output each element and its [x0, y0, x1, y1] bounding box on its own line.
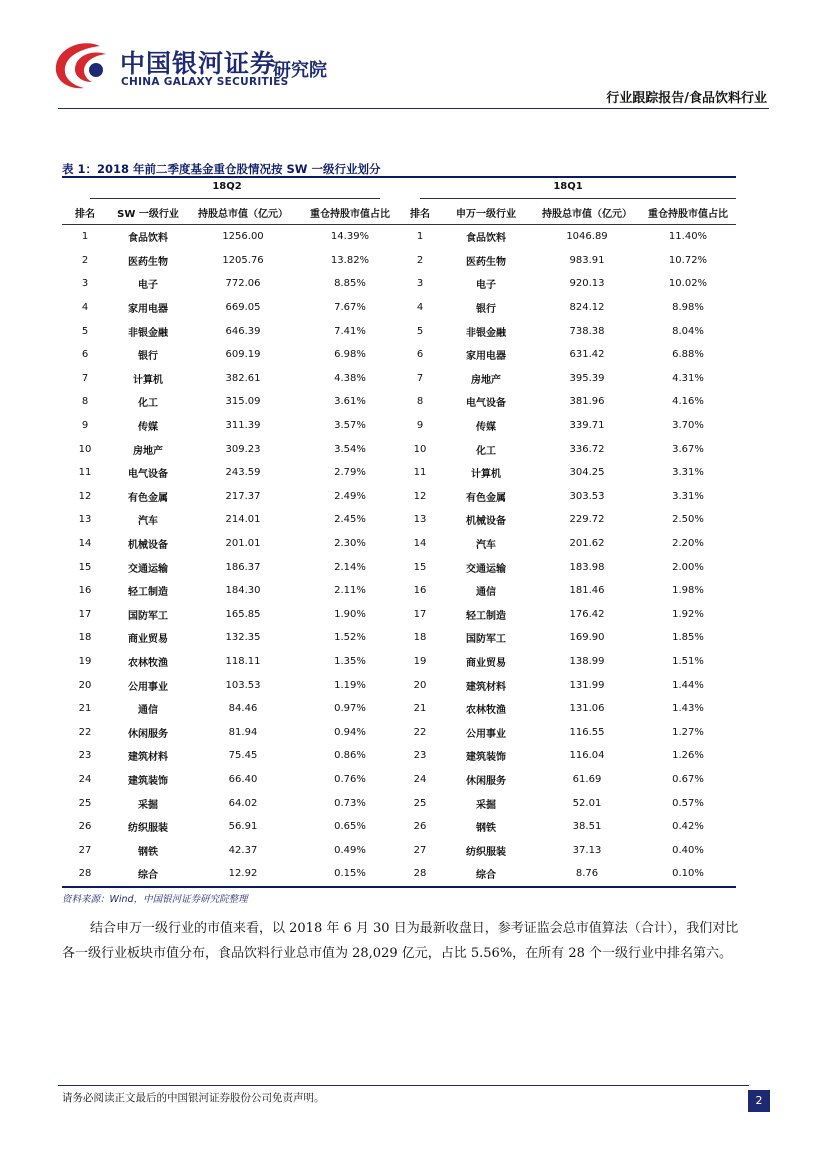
table-row	[62, 603, 736, 627]
cell-market-value-q1: 52.01	[572, 797, 602, 809]
cell-industry-q2: 医药生物	[128, 256, 168, 268]
cell-market-value-q1: 169.90	[569, 632, 605, 644]
table-row	[62, 650, 736, 674]
cell-share-q1: 0.10%	[672, 868, 704, 880]
cell-rank-q2: 11	[78, 467, 92, 479]
cell-share-q2: 0.94%	[334, 726, 366, 738]
cell-rank-q1: 28	[413, 868, 427, 880]
cell-industry-q2: 传媒	[138, 422, 158, 434]
cell-share-q2: 1.52%	[334, 632, 366, 644]
cell-industry-q2: 采掘	[138, 799, 158, 811]
cell-rank-q2: 3	[81, 278, 89, 290]
table-row	[62, 508, 736, 532]
cell-rank-q2: 24	[78, 773, 92, 785]
table-row	[62, 815, 736, 839]
cell-industry-q1: 计算机	[471, 469, 501, 481]
cell-rank-q2: 25	[78, 797, 92, 809]
cell-market-value-q1: 8.76	[575, 868, 599, 880]
cell-industry-q1: 公用事业	[466, 728, 506, 740]
cell-industry-q1: 交通运输	[466, 563, 506, 575]
cell-rank-q2: 1	[81, 231, 89, 243]
cell-rank-q1: 5	[416, 325, 424, 337]
cell-market-value-q1: 229.72	[569, 514, 605, 526]
cell-share-q1: 11.40%	[668, 231, 708, 243]
cell-share-q2: 3.61%	[334, 396, 366, 408]
cell-market-value-q2: 103.53	[225, 679, 261, 691]
report-type-header: 行业跟踪报告/食品饮料行业	[606, 91, 767, 106]
cell-market-value-q1: 176.42	[569, 608, 605, 620]
table-row	[62, 744, 736, 768]
cell-share-q2: 2.11%	[334, 585, 366, 597]
table-row	[62, 485, 736, 509]
cell-market-value-q1: 61.69	[572, 773, 602, 785]
cell-rank-q1: 20	[413, 679, 427, 691]
cell-industry-q1: 银行	[476, 304, 496, 316]
cell-industry-q1: 传媒	[476, 422, 496, 434]
table-row	[62, 343, 736, 367]
table-row	[62, 437, 736, 461]
cell-industry-q1: 机械设备	[466, 516, 506, 528]
cell-share-q2: 14.39%	[330, 231, 370, 243]
cell-industry-q1: 轻工制造	[466, 610, 506, 622]
cell-rank-q1: 17	[413, 608, 427, 620]
cell-market-value-q2: 309.23	[225, 443, 261, 455]
cell-rank-q1: 23	[413, 750, 427, 762]
cell-rank-q2: 13	[78, 514, 92, 526]
cell-share-q1: 2.20%	[672, 538, 704, 550]
footer-divider	[58, 1085, 749, 1086]
cell-share-q2: 1.90%	[334, 608, 366, 620]
cell-rank-q1: 2	[416, 254, 424, 266]
cell-market-value-q2: 669.05	[225, 302, 261, 314]
cell-market-value-q1: 339.71	[569, 420, 605, 432]
cell-share-q2: 6.98%	[334, 349, 366, 361]
cell-share-q1: 0.57%	[672, 797, 704, 809]
cell-market-value-q1: 336.72	[569, 443, 605, 455]
cell-share-q1: 8.98%	[672, 302, 704, 314]
cell-market-value-q2: 217.37	[225, 490, 261, 502]
cell-rank-q2: 5	[81, 325, 89, 337]
table-title: 表 1：2018 年前二季度基金重仓股情况按 SW 一级行业划分	[62, 162, 381, 176]
cell-industry-q2: 化工	[138, 398, 158, 410]
table-header-row	[62, 200, 736, 225]
cell-share-q1: 3.67%	[672, 443, 704, 455]
cell-share-q2: 7.67%	[334, 302, 366, 314]
cell-industry-q2: 休闲服务	[128, 728, 168, 740]
cell-market-value-q1: 116.04	[569, 750, 605, 762]
cell-share-q2: 0.97%	[334, 703, 366, 715]
cell-share-q2: 1.35%	[334, 655, 366, 667]
cell-industry-q2: 综合	[138, 870, 158, 882]
cell-rank-q2: 8	[81, 396, 89, 408]
cell-industry-q2: 电子	[138, 280, 158, 292]
cell-market-value-q2: 66.40	[228, 773, 258, 785]
table-row	[62, 626, 736, 650]
cell-market-value-q2: 186.37	[225, 561, 261, 573]
cell-share-q2: 0.86%	[334, 750, 366, 762]
cell-rank-q2: 21	[78, 703, 92, 715]
cell-share-q2: 13.82%	[330, 254, 370, 266]
cell-share-q1: 6.88%	[672, 349, 704, 361]
cell-rank-q2: 14	[78, 538, 92, 550]
cell-rank-q2: 12	[78, 490, 92, 502]
table-row	[62, 720, 736, 744]
cell-market-value-q2: 646.39	[225, 325, 261, 337]
cell-industry-q2: 银行	[138, 351, 158, 363]
cell-rank-q2: 26	[78, 821, 92, 833]
industry-holdings-table	[62, 200, 736, 886]
table-row	[62, 272, 736, 296]
cell-industry-q2: 计算机	[133, 374, 163, 386]
cell-industry-q1: 食品饮料	[466, 233, 506, 245]
cell-share-q2: 3.54%	[334, 443, 366, 455]
cell-industry-q1: 建筑装饰	[466, 752, 506, 764]
table-row	[62, 838, 736, 862]
cell-market-value-q1: 395.39	[569, 372, 605, 384]
cell-industry-q1: 纺织服装	[466, 846, 506, 858]
cell-rank-q2: 22	[78, 726, 92, 738]
cell-share-q1: 10.72%	[668, 254, 708, 266]
cell-share-q1: 2.50%	[672, 514, 704, 526]
col-rank-q1: 排名	[410, 208, 430, 220]
cell-share-q2: 0.49%	[334, 844, 366, 856]
cell-share-q2: 0.15%	[334, 868, 366, 880]
cell-market-value-q1: 38.51	[572, 821, 602, 833]
group-header-18q2: 18Q2	[212, 181, 242, 192]
cell-share-q2: 2.14%	[334, 561, 366, 573]
cell-share-q2: 0.65%	[334, 821, 366, 833]
cell-share-q2: 2.45%	[334, 514, 366, 526]
cell-rank-q2: 23	[78, 750, 92, 762]
cell-share-q2: 7.41%	[334, 325, 366, 337]
cell-market-value-q2: 201.01	[225, 538, 261, 550]
cell-industry-q2: 非银金融	[128, 327, 168, 339]
cell-industry-q2: 轻工制造	[128, 587, 168, 599]
cell-market-value-q2: 81.94	[228, 726, 258, 738]
cell-market-value-q2: 42.37	[228, 844, 258, 856]
cell-industry-q2: 机械设备	[128, 540, 168, 552]
cell-share-q2: 2.79%	[334, 467, 366, 479]
cell-industry-q2: 建筑材料	[128, 752, 168, 764]
cell-rank-q2: 10	[78, 443, 92, 455]
col-market-value-q1: 持股总市值（亿元）	[542, 208, 632, 220]
cell-share-q2: 1.19%	[334, 679, 366, 691]
table-row	[62, 296, 736, 320]
cell-rank-q1: 27	[413, 844, 427, 856]
cell-industry-q1: 农林牧渔	[466, 705, 506, 717]
col-market-value-q2: 持股总市值（亿元）	[198, 208, 288, 220]
cell-industry-q2: 房地产	[133, 445, 163, 457]
table-bottom-rule	[62, 886, 736, 888]
cell-industry-q1: 通信	[476, 587, 496, 599]
cell-market-value-q2: 184.30	[225, 585, 261, 597]
table-row	[62, 461, 736, 485]
cell-industry-q2: 有色金属	[128, 492, 168, 504]
cell-rank-q1: 25	[413, 797, 427, 809]
cell-industry-q1: 商业贸易	[466, 657, 506, 669]
china-galaxy-logo-icon	[50, 40, 112, 92]
cell-rank-q2: 19	[78, 655, 92, 667]
cell-industry-q2: 钢铁	[138, 846, 158, 858]
table-row	[62, 249, 736, 273]
cell-industry-q1: 电子	[476, 280, 496, 292]
cell-market-value-q1: 181.46	[569, 585, 605, 597]
cell-rank-q2: 17	[78, 608, 92, 620]
cell-rank-q1: 14	[413, 538, 427, 550]
cell-rank-q1: 13	[413, 514, 427, 526]
col-industry-q1: 申万一级行业	[456, 208, 516, 220]
cell-industry-q2: 汽车	[138, 516, 158, 528]
cell-rank-q1: 1	[416, 231, 424, 243]
cell-share-q2: 2.30%	[334, 538, 366, 550]
cell-industry-q1: 钢铁	[476, 823, 496, 835]
cell-market-value-q2: 165.85	[225, 608, 261, 620]
cell-industry-q2: 公用事业	[128, 681, 168, 693]
cell-market-value-q2: 64.02	[228, 797, 258, 809]
cell-market-value-q1: 304.25	[569, 467, 605, 479]
cell-industry-q2: 农林牧渔	[128, 657, 168, 669]
table-row	[62, 532, 736, 556]
cell-rank-q1: 19	[413, 655, 427, 667]
cell-rank-q2: 6	[81, 349, 89, 361]
cell-rank-q2: 7	[81, 372, 89, 384]
table-row	[62, 367, 736, 391]
table-row	[62, 555, 736, 579]
col-industry-q2: SW 一级行业	[117, 208, 179, 220]
table-source: 资料来源：Wind，中国银河证券研究院整理	[62, 894, 248, 905]
cell-industry-q2: 电气设备	[128, 469, 168, 481]
cell-industry-q1: 房地产	[471, 374, 501, 386]
cell-share-q2: 4.38%	[334, 372, 366, 384]
cell-market-value-q1: 824.12	[569, 302, 605, 314]
cell-rank-q1: 4	[416, 302, 424, 314]
cell-market-value-q1: 983.91	[569, 254, 605, 266]
cell-rank-q1: 7	[416, 372, 424, 384]
table-row	[62, 414, 736, 438]
brand-name-cn: 中国银河证券	[120, 49, 277, 78]
cell-share-q1: 0.42%	[672, 821, 704, 833]
cell-market-value-q2: 132.35	[225, 632, 261, 644]
cell-market-value-q1: 201.62	[569, 538, 605, 550]
cell-share-q1: 3.31%	[672, 490, 704, 502]
cell-market-value-q1: 631.42	[569, 349, 605, 361]
cell-rank-q1: 8	[416, 396, 424, 408]
cell-share-q1: 1.92%	[672, 608, 704, 620]
cell-share-q2: 3.57%	[334, 420, 366, 432]
cell-market-value-q2: 243.59	[225, 467, 261, 479]
cell-share-q1: 0.67%	[672, 773, 704, 785]
cell-market-value-q1: 183.98	[569, 561, 605, 573]
cell-industry-q1: 电气设备	[466, 398, 506, 410]
group-header-18q1: 18Q1	[553, 181, 583, 192]
cell-industry-q1: 化工	[476, 445, 496, 457]
col-share-q1: 重仓持股市值占比	[648, 208, 728, 220]
cell-rank-q2: 4	[81, 302, 89, 314]
cell-rank-q2: 18	[78, 632, 92, 644]
cell-rank-q2: 2	[81, 254, 89, 266]
cell-market-value-q2: 118.11	[225, 655, 261, 667]
cell-share-q2: 0.76%	[334, 773, 366, 785]
cell-industry-q2: 家用电器	[128, 304, 168, 316]
cell-market-value-q2: 75.45	[228, 750, 258, 762]
cell-industry-q2: 交通运输	[128, 563, 168, 575]
cell-share-q1: 1.27%	[672, 726, 704, 738]
table-row	[62, 768, 736, 792]
table-row	[62, 673, 736, 697]
col-rank-q2: 排名	[75, 208, 95, 220]
table-row	[62, 697, 736, 721]
cell-rank-q1: 18	[413, 632, 427, 644]
cell-share-q1: 1.44%	[672, 679, 704, 691]
cell-industry-q2: 建筑装饰	[128, 775, 168, 787]
cell-industry-q1: 医药生物	[466, 256, 506, 268]
cell-market-value-q1: 131.99	[569, 679, 605, 691]
cell-rank-q1: 10	[413, 443, 427, 455]
brand-name-en: CHINA GALAXY SECURITIES	[121, 76, 289, 88]
cell-market-value-q1: 131.06	[569, 703, 605, 715]
cell-rank-q2: 27	[78, 844, 92, 856]
cell-industry-q1: 建筑材料	[466, 681, 506, 693]
cell-share-q1: 8.04%	[672, 325, 704, 337]
cell-industry-q2: 纺织服装	[128, 823, 168, 835]
cell-share-q1: 3.31%	[672, 467, 704, 479]
cell-share-q1: 1.85%	[672, 632, 704, 644]
brand-institute: 研究院	[273, 60, 327, 81]
table-row	[62, 319, 736, 343]
cell-rank-q1: 24	[413, 773, 427, 785]
cell-share-q1: 4.31%	[672, 372, 704, 384]
cell-market-value-q1: 116.55	[569, 726, 605, 738]
group-rule-18q2	[90, 198, 380, 199]
cell-share-q1: 1.98%	[672, 585, 704, 597]
cell-rank-q1: 26	[413, 821, 427, 833]
cell-market-value-q1: 303.53	[569, 490, 605, 502]
cell-share-q1: 1.51%	[672, 655, 704, 667]
cell-market-value-q1: 37.13	[572, 844, 602, 856]
cell-rank-q2: 20	[78, 679, 92, 691]
cell-rank-q2: 15	[78, 561, 92, 573]
cell-industry-q2: 通信	[138, 705, 158, 717]
page-number: 2	[748, 1090, 770, 1112]
cell-market-value-q1: 738.38	[569, 325, 605, 337]
cell-industry-q2: 食品饮料	[128, 233, 168, 245]
cell-industry-q1: 休闲服务	[466, 775, 506, 787]
group-rule-18q1	[420, 198, 736, 199]
table-row	[62, 225, 736, 249]
cell-rank-q1: 16	[413, 585, 427, 597]
cell-industry-q1: 非银金融	[466, 327, 506, 339]
cell-rank-q2: 28	[78, 868, 92, 880]
cell-share-q1: 3.70%	[672, 420, 704, 432]
cell-market-value-q2: 609.19	[225, 349, 261, 361]
cell-rank-q1: 21	[413, 703, 427, 715]
header-divider	[58, 108, 769, 109]
table-row	[62, 791, 736, 815]
cell-share-q2: 8.85%	[334, 278, 366, 290]
cell-share-q1: 2.00%	[672, 561, 704, 573]
cell-industry-q1: 汽车	[476, 540, 496, 552]
cell-market-value-q2: 1205.76	[222, 254, 264, 266]
cell-market-value-q1: 138.99	[569, 655, 605, 667]
cell-rank-q1: 9	[416, 420, 424, 432]
cell-rank-q1: 15	[413, 561, 427, 573]
disclaimer-text: 请务必阅读正文最后的中国银河证券股份公司免责声明。	[62, 1092, 325, 1104]
cell-rank-q1: 6	[416, 349, 424, 361]
table-row	[62, 862, 736, 886]
cell-market-value-q2: 772.06	[225, 278, 261, 290]
cell-share-q1: 1.26%	[672, 750, 704, 762]
cell-industry-q2: 商业贸易	[128, 634, 168, 646]
cell-market-value-q1: 920.13	[569, 278, 605, 290]
cell-industry-q1: 有色金属	[466, 492, 506, 504]
cell-market-value-q2: 84.46	[228, 703, 258, 715]
cell-market-value-q2: 56.91	[228, 821, 258, 833]
cell-rank-q1: 11	[413, 467, 427, 479]
cell-share-q1: 10.02%	[668, 278, 708, 290]
cell-rank-q1: 3	[416, 278, 424, 290]
cell-rank-q2: 9	[81, 420, 89, 432]
cell-rank-q1: 22	[413, 726, 427, 738]
cell-market-value-q1: 381.96	[569, 396, 605, 408]
body-paragraph: 结合申万一级行业的市值来看，以 2018 年 6 月 30 日为最新收盘日，参考证监会总市值算法（合计），我们对比各一级行业板块市值分布，食品饮料行业总市值为 28,029 亿元，占比 5.56%，在所有 28 个一级行业中排名第六。	[62, 921, 739, 961]
cell-share-q1: 0.40%	[672, 844, 704, 856]
cell-industry-q1: 综合	[476, 870, 496, 882]
cell-share-q1: 4.16%	[672, 396, 704, 408]
cell-market-value-q2: 311.39	[225, 420, 261, 432]
cell-share-q2: 0.73%	[334, 797, 366, 809]
cell-industry-q1: 国防军工	[466, 634, 506, 646]
cell-industry-q1: 采掘	[476, 799, 496, 811]
cell-industry-q1: 家用电器	[466, 351, 506, 363]
cell-market-value-q2: 1256.00	[222, 231, 264, 243]
cell-market-value-q2: 382.61	[225, 372, 261, 384]
table-top-rule	[62, 176, 736, 178]
table-row	[62, 390, 736, 414]
cell-share-q2: 2.49%	[334, 490, 366, 502]
table-row	[62, 579, 736, 603]
cell-market-value-q2: 214.01	[225, 514, 261, 526]
cell-rank-q1: 12	[413, 490, 427, 502]
col-share-q2: 重仓持股市值占比	[310, 208, 390, 220]
cell-industry-q2: 国防军工	[128, 610, 168, 622]
cell-market-value-q2: 315.09	[225, 396, 261, 408]
cell-share-q1: 1.43%	[672, 703, 704, 715]
cell-market-value-q1: 1046.89	[566, 231, 608, 243]
cell-market-value-q2: 12.92	[228, 868, 258, 880]
cell-rank-q2: 16	[78, 585, 92, 597]
